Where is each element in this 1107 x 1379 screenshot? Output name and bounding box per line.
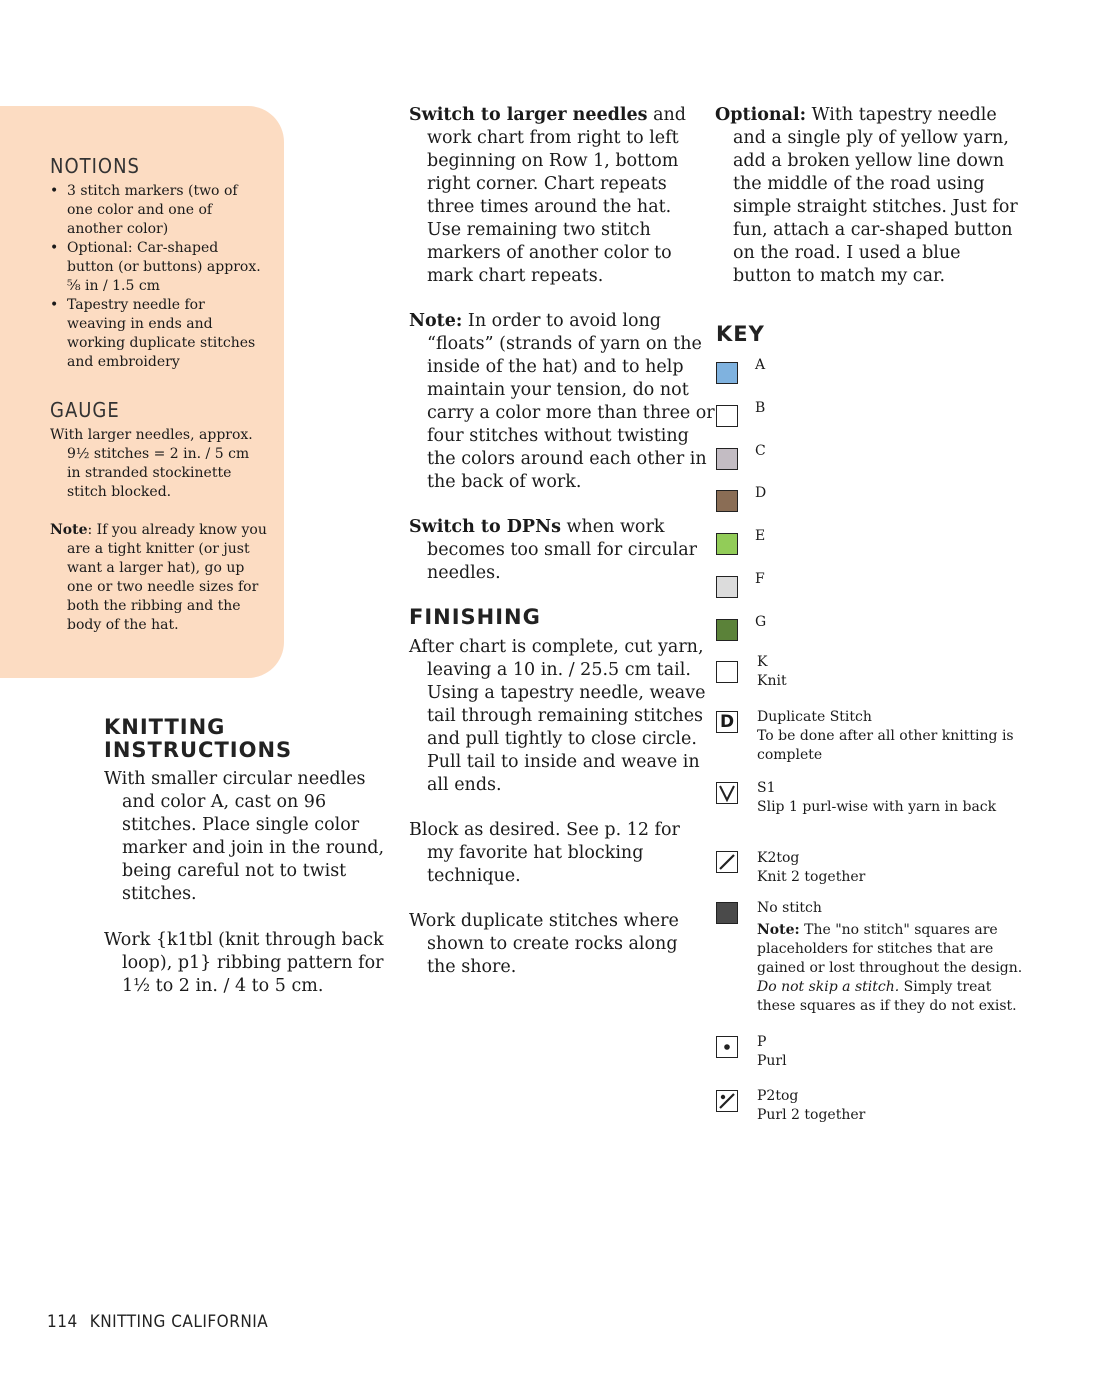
book-title: KNITTING CALIFORNIA	[89, 1312, 269, 1332]
note-text: : If you already know you are a tight knitter (or just want a larger hat), go up one or two needle sizes for both the ribbing and the body of the hat.	[67, 522, 267, 633]
gauge-text: With larger needles, approx. 9½ stitches = 2 in. / 5 cm in stranded stockinette stitch blocked.	[50, 427, 253, 500]
key-title: P2tog	[757, 1088, 799, 1104]
dpns-paragraph	[409, 516, 717, 585]
note-label: Note	[50, 522, 88, 538]
key-text	[757, 779, 1027, 817]
color-swatch	[716, 490, 738, 512]
bold-lead: Switch to DPNs	[409, 517, 561, 537]
paragraph-text: In order to avoid long “floats” (strands of yarn on the inside of the hat) and to help maintain your tension, do not carry a color more than three or four stitches without twisting the colors around each other in the back of work.	[427, 311, 715, 492]
key-title: P	[757, 1034, 767, 1050]
finishing-paragraph-3: Work duplicate stitches where shown to create rocks along the shore.	[409, 911, 679, 977]
page-number: 114	[47, 1312, 78, 1332]
key-title: S1	[757, 780, 776, 796]
key-letter: E	[755, 528, 766, 544]
key-title: No stitch	[757, 900, 822, 916]
color-swatch	[716, 576, 738, 598]
cast-on-paragraph: With smaller circular needles and color A, cast on 96 stitches. Place single color marker and join in the round, being careful not to twist stitches.	[104, 769, 385, 904]
paragraph-text: With tapestry needle and a single ply of yellow yarn, add a broken yellow line down the middle of the road using simple straight stitches. Just for fun, attach a car-shaped button on the road. I used a blue button to match my car.	[733, 105, 1018, 286]
color-swatch	[716, 619, 738, 641]
key-letter: G	[755, 614, 767, 630]
bold-lead: Switch to larger needles	[409, 105, 648, 125]
note-text: The "no stitch" squares are placeholders for stitches that are gained or lost throughout the design.	[757, 922, 1023, 976]
key-heading: KEY	[716, 322, 765, 346]
key-text	[757, 849, 1027, 887]
key-desc: Knit 2 together	[757, 869, 866, 885]
p2tog-slash-dot-icon	[716, 1090, 738, 1112]
heading-line: INSTRUCTIONS	[104, 738, 293, 762]
paragraph-text: when work becomes too small for circular needles.	[427, 517, 697, 583]
key-letter: F	[755, 571, 765, 587]
key-title: Duplicate Stitch	[757, 709, 872, 725]
color-swatch	[716, 362, 738, 384]
key-letter: A	[755, 357, 766, 373]
optional-paragraph	[715, 104, 1018, 288]
duplicate-stitch-symbol-icon: D	[716, 711, 738, 733]
color-swatch	[716, 533, 738, 555]
key-text	[757, 708, 1027, 765]
sidebar-note	[50, 521, 267, 635]
key-text	[757, 899, 1027, 1016]
purl-dot-icon	[716, 1036, 738, 1058]
slip-stitch-v-icon	[716, 782, 738, 804]
finishing-heading: FINISHING	[409, 605, 541, 629]
notions-item: • Tapestry needle for weaving in ends and working duplicate stitches and embroidery	[50, 296, 265, 372]
finishing-paragraph-2: Block as desired. See p. 12 for my favorite hat blocking technique.	[409, 820, 680, 886]
key-desc: Knit	[757, 673, 787, 689]
key-title: K2tog	[757, 850, 800, 866]
page-footer	[47, 1312, 268, 1332]
heading-line: KNITTING	[104, 715, 226, 739]
floats-note-paragraph	[409, 310, 717, 494]
key-desc: Purl 2 together	[757, 1107, 866, 1123]
key-text	[757, 1087, 1027, 1125]
key-letter: C	[755, 443, 766, 459]
color-swatch	[716, 448, 738, 470]
key-letter: D	[755, 485, 767, 501]
gauge-heading: GAUGE	[50, 398, 120, 422]
paragraph-text: and work chart from right to left beginning on Row 1, bottom right corner. Chart repeats three times around the hat. Use remaining two stitch markers of another color to mark chart repeats.	[427, 105, 686, 286]
no-stitch-swatch	[716, 902, 738, 924]
notions-item: • 3 stitch markers (two of one color and one of another color)	[50, 182, 265, 239]
key-text	[757, 1033, 1027, 1071]
note-text: Simply treat these squares as if they do not exist.	[757, 979, 1017, 1014]
note-label: Note:	[757, 922, 800, 938]
notions-heading: NOTIONS	[50, 154, 140, 178]
k2tog-slash-icon	[716, 851, 738, 873]
key-letter: B	[755, 400, 766, 416]
knit-symbol-icon	[716, 661, 738, 683]
bold-lead: Optional:	[715, 105, 807, 125]
bold-lead: Note:	[409, 311, 463, 331]
notions-list	[50, 182, 265, 372]
key-desc: Purl	[757, 1053, 787, 1069]
ribbing-paragraph: Work {k1tbl (knit through back loop), p1} ribbing pattern for 1½ to 2 in. / 4 to 5 cm.	[104, 930, 384, 996]
finishing-paragraph-1: After chart is complete, cut yarn, leaving a 10 in. / 25.5 cm tail. Using a tapestry needle, weave tail through remaining stitches and pull tightly to close circle. Pull tail to inside and weave in all ends.	[409, 637, 706, 795]
no-stitch-note	[757, 921, 1027, 1016]
key-title: K	[757, 654, 768, 670]
notions-item: • Optional: Car-shaped button (or buttons) approx. ⅝ in / 1.5 cm	[50, 239, 265, 296]
key-text	[757, 653, 1027, 691]
note-italic: Do not skip a stitch.	[757, 979, 900, 995]
color-swatch	[716, 405, 738, 427]
larger-needles-paragraph	[409, 104, 707, 288]
key-desc: To be done after all other knitting is complete	[757, 728, 1014, 763]
key-desc: Slip 1 purl-wise with yarn in back	[757, 799, 997, 815]
knitting-instructions-heading	[104, 716, 292, 762]
